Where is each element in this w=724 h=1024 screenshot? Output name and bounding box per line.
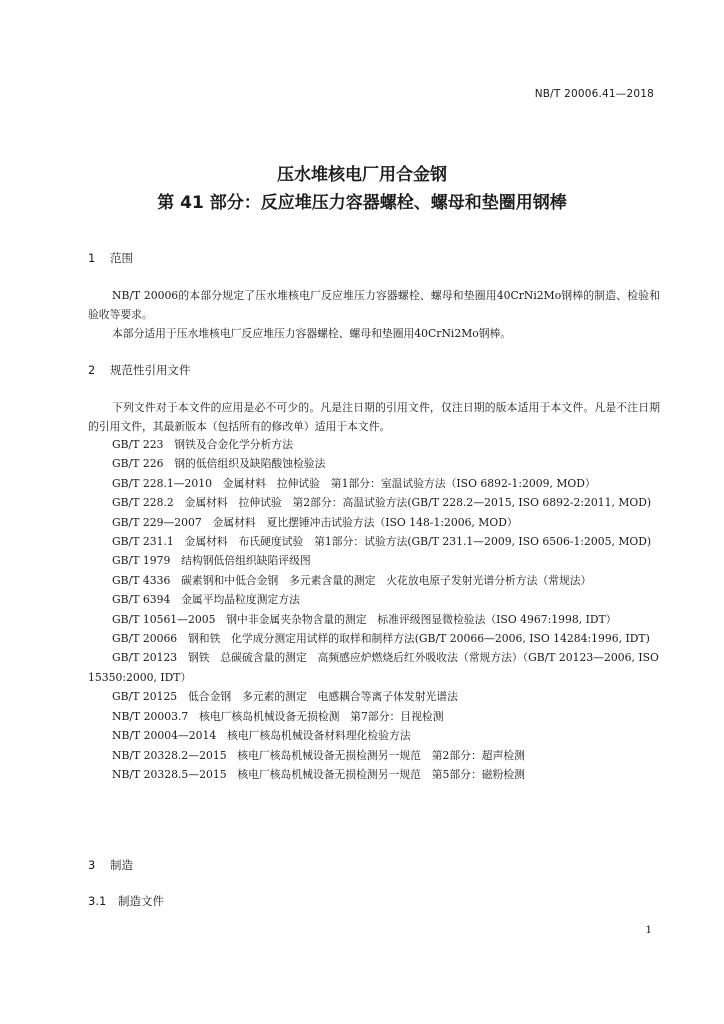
section-title: 规范性引用文件 (110, 363, 191, 377)
section-number: 2 (88, 363, 96, 377)
reference-item: GB/T 228.1—2010 金属材料 拉伸试验 第1部分：室温试验方法（ISO 6892-1:2009, MOD） (112, 476, 596, 490)
reference-item: NB/T 20328.5—2015 核电厂核岛机械设备无损检测另一规范 第5部分：磁粉检测 (112, 767, 525, 781)
section-title: 制造文件 (118, 894, 164, 908)
section-number: 3.1 (88, 894, 107, 908)
reference-item: GB/T 20066 钢和铁 化学成分测定用试样的取样和制样方法(GB/T 20066—2006, ISO 14284:1996, IDT) (112, 632, 650, 646)
section-heading-normative-references (88, 362, 191, 378)
reference-item: GB/T 20125 低合金钢 多元素的测定 电感耦合等离子体发射光谱法 (112, 690, 458, 704)
reference-item: GB/T 223 钢铁及合金化学分析方法 (112, 438, 293, 451)
reference-item: GB/T 231.1 金属材料 布氏硬度试验 第1部分：试验方法(GB/T 231.1—2009, ISO 6506-1:2005, MOD) (112, 535, 652, 549)
standard-code: NB/T 20006.41—2018 (534, 88, 654, 100)
reference-item: GB/T 228.2 金属材料 拉伸试验 第2部分：高温试验方法(GB/T 228.2—2015, ISO 6892-2:2011, MOD) (112, 496, 652, 510)
reference-item: NB/T 20328.2—2015 核电厂核岛机械设备无损检测另一规范 第2部分：超声检测 (112, 748, 525, 762)
section-number: 1 (88, 251, 96, 265)
reference-item: NB/T 20004—2014 核电厂核岛机械设备材料理化检验方法 (112, 729, 411, 743)
normative-intro: 下列文件对于本文件的应用是必不可少的。凡是注日期的引用文件，仅注日期的版本适用于本文件。凡是不注日期的引用文件，其最新版本（包括所有的修改单）适用于本文件。 (88, 401, 660, 433)
page-number: 1 (645, 924, 652, 936)
reference-item: NB/T 20003.7 核电厂核岛机械设备无损检测 第7部分：目视检测 (112, 709, 444, 723)
reference-item: GB/T 1979 结构钢低倍组织缺陷评级图 (112, 554, 311, 568)
scope-paragraph-1: NB/T 20006的本部分规定了压水堆核电厂反应堆压力容器螺栓、螺母和垫圈用40CrNi2Mo钢棒的制造、检验和验收等要求。 (88, 289, 660, 321)
reference-list (88, 435, 660, 784)
section-title: 制造 (110, 858, 133, 872)
section-heading-manufacture (88, 857, 133, 873)
reference-item: GB/T 20123 钢铁 总碳硫含量的测定 高频感应炉燃烧后红外吸收法（常规方法）（GB/T 20123—2006, ISO 15350:2000, IDT） (88, 651, 659, 684)
section-number: 3 (88, 858, 96, 872)
document-title-line2: 第 41 部分：反应堆压力容器螺栓、螺母和垫圈用钢棒 (157, 193, 567, 213)
reference-item: GB/T 226 钢的低倍组织及缺陷酸蚀检验法 (112, 457, 326, 471)
section-title: 范围 (110, 251, 133, 265)
reference-item: GB/T 6394 金属平均晶粒度测定方法 (112, 593, 300, 607)
scope-paragraph-2: 本部分适用于压水堆核电厂反应堆压力容器螺栓、螺母和垫圈用40CrNi2Mo钢棒。 (112, 327, 512, 340)
reference-item: GB/T 4336 碳素钢和中低合金钢 多元素含量的测定 火花放电原子发射光谱分析方法（常规法） (112, 573, 592, 587)
section-heading-scope (88, 250, 133, 266)
section-heading-manufacturing-documents (88, 893, 164, 909)
document-title-line1: 压水堆核电厂用合金钢 (277, 165, 447, 185)
reference-item: GB/T 10561—2005 钢中非金属夹杂物含量的测定 标准评级图显微检验法（ISO 4967:1998, IDT） (112, 612, 617, 626)
reference-item: GB/T 229—2007 金属材料 夏比摆锤冲击试验方法（ISO 148-1:2006, MOD） (112, 515, 518, 529)
